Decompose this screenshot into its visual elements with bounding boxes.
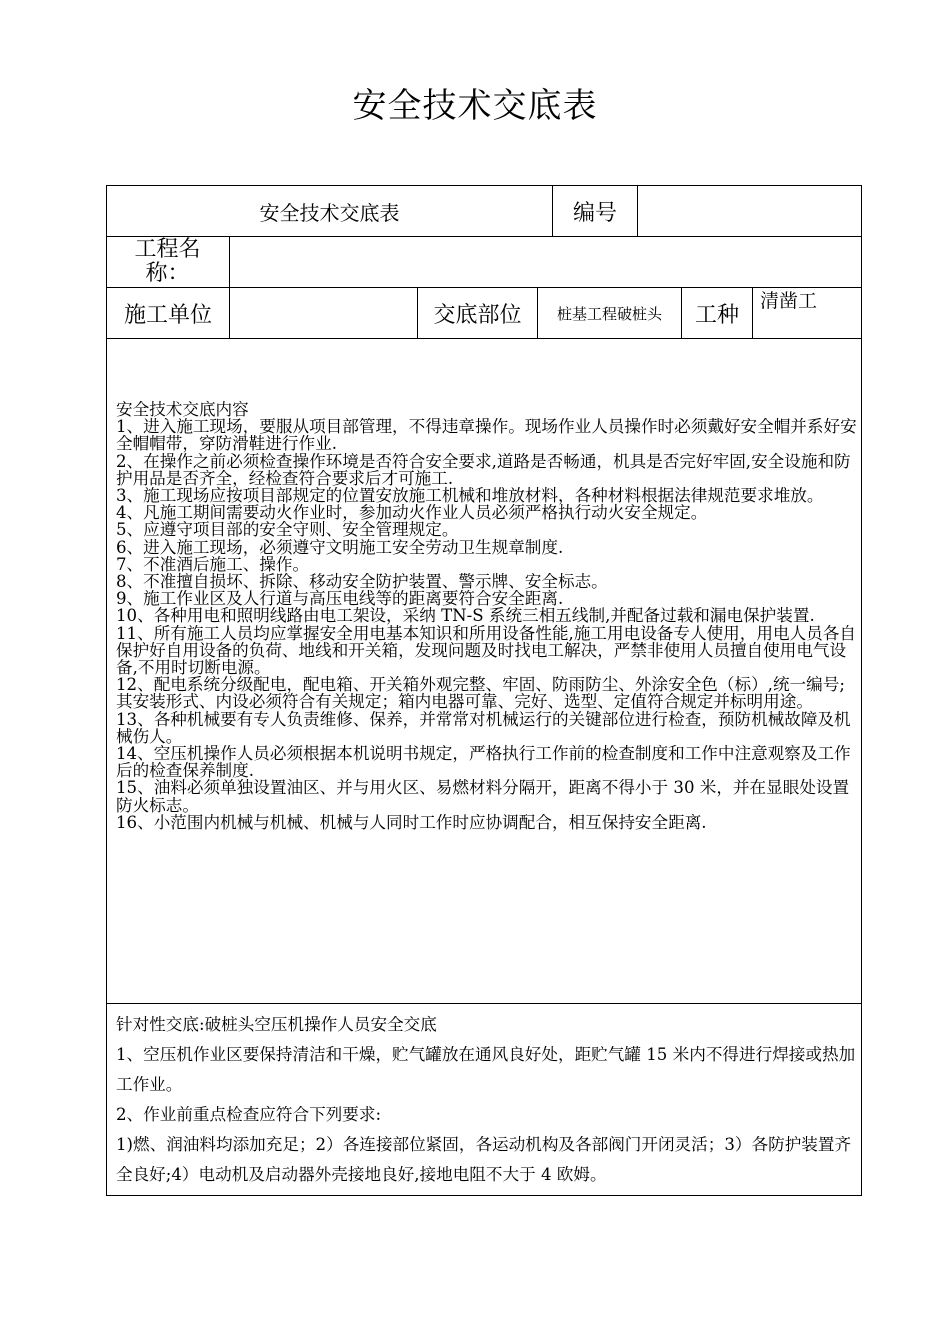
trade-label: 工种: [694, 302, 739, 328]
row-divider-4: [106, 1003, 862, 1004]
safety-content: [116, 401, 858, 831]
content-item: 9、施工作业区及人行道与高压电线等的距离要符合安全距离.: [116, 589, 564, 609]
content-item: 1、进入施工现场，要服从项目部管理，不得违章操作。现场作业人员操作时必须戴好安全帽并系好安全帽帽带，穿防滑鞋进行作业.: [116, 417, 857, 454]
document-title: 安全技术交底表: [352, 86, 598, 126]
number-field[interactable]: [638, 186, 861, 236]
table-border-right: [861, 185, 862, 1196]
construction-unit-label: 施工单位: [123, 302, 212, 328]
trade-value: 清凿工: [760, 290, 818, 312]
handover-part-label: 交底部位: [433, 302, 522, 328]
content-item: 2、在操作之前必须检查操作环境是否符合安全要求,道路是否畅通，机具是否完好牢固,安全设施和防护用品是否齐全，经检查符合要求后才可施工.: [116, 451, 851, 488]
row-divider-3: [106, 338, 862, 339]
content-item: 8、不准擅自损坏、拆除、移动安全防护装置、警示牌、安全标志。: [116, 572, 608, 592]
targeted-briefing: [116, 1010, 858, 1190]
targeted-item: 1)燃、润油料均添加充足；2）各连接部位紧固，各运动机构及各部阀门开闭灵活；3）各防护装置齐全良好;4）电动机及启动器外壳接地良好,接地电阻不大于 4 欧姆。: [116, 1135, 852, 1184]
content-item: 5、应遵守项目部的安全守则、安全管理规定。: [116, 520, 459, 540]
content-item: 3、施工现场应按项目部规定的位置安放施工机械和堆放材料，各种材料根据法律规范要求堆放。: [116, 486, 824, 506]
content-item: 11、所有施工人员均应掌握安全用电基本知识和所用设备性能,施工用电设备专人使用，用电人员各自保护好自用设备的负荷、地线和开关箱，发现问题及时找电工解决，严禁非使用人员擅自使用电气设备,不用时切断电源。: [116, 623, 856, 678]
targeted-item: 2、作业前重点检查应符合下列要求:: [116, 1105, 382, 1124]
content-item: 4、凡施工期间需要动火作业时，参加动火作业人员必须严格执行动火安全规定。: [116, 503, 708, 523]
content-item: 15、油料必须单独设置油区、并与用火区、易燃材料分隔开，距离不得小于 30 米，并在显眼处设置防火标志。: [116, 778, 850, 815]
content-item: 6、进入施工现场，必须遵守文明施工安全劳动卫生规章制度.: [116, 537, 564, 557]
col-divider: [752, 287, 753, 339]
content-item: 13、各种机械要有专人负责维修、保养，并常常对机械运行的关键部位进行检查，预防机械故障及机械伤人。: [116, 709, 851, 746]
number-label: 编号: [572, 200, 617, 226]
content-item: 16、小范围内机械与机械、机械与人同时工作时应协调配合，相互保持安全距离.: [116, 812, 707, 832]
content-item: 7、不准酒后施工、操作。: [116, 554, 310, 574]
content-item: 12、配电系统分级配电，配电箱、开关箱外观完整、牢固、防雨防尘、外涂安全色（标）,统一编号;其安装形式、内设必须符合有关规定；箱内电器可靠、完好、选型、定值符合规定并标明用途。: [116, 675, 845, 712]
project-name-label-text: 工程名称：: [134, 237, 201, 286]
content-item: 10、各种用电和照明线路由电工架设，采纳 TN-S 系统三相五线制,并配备过载和漏电保护装置.: [116, 606, 815, 626]
content-heading: 安全技术交底内容: [116, 400, 249, 419]
content-item: 14、空压机操作人员必须根据本机说明书规定，严格执行工作前的检查制度和工作中注意观察及工作后的检查保养制度.: [116, 744, 851, 781]
form-title: 安全技术交底表: [259, 200, 400, 225]
project-name-label: [120, 237, 215, 287]
handover-part-value: 桩基工程破桩头: [556, 304, 662, 323]
table-border-bottom: [106, 1195, 862, 1196]
project-name-field[interactable]: [230, 237, 861, 287]
construction-unit-field[interactable]: [230, 288, 417, 338]
targeted-item: 1、空压机作业区要保持清洁和干燥，贮气罐放在通风良好处，距贮气罐 15 米内不得进行焊接或热加工作业。: [116, 1045, 856, 1094]
targeted-heading: 针对性交底:破桩头空压机操作人员安全交底: [116, 1015, 437, 1034]
